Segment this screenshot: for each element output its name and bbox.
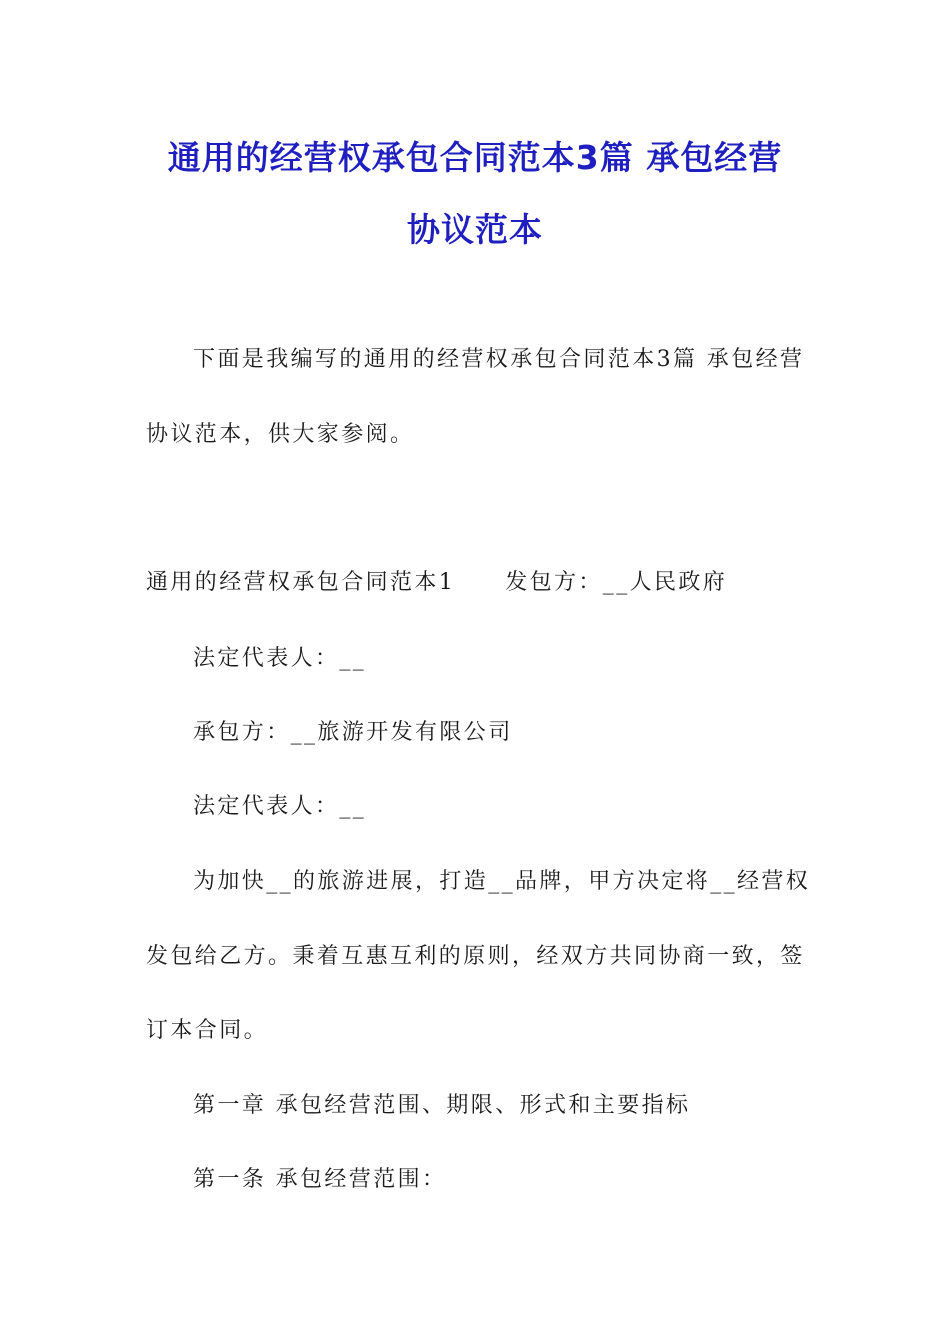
document-title-line-2: 协议范本 xyxy=(407,210,543,249)
chapter-1-heading: 第一章 承包经营范围、期限、形式和主要指标 xyxy=(193,1093,691,1118)
party-a-label: 发包方：__人民政府 xyxy=(505,570,728,595)
document-title-line-1: 通用的经营权承包合同范本3篇 承包经营 xyxy=(167,138,783,177)
section-1-heading: 通用的经营权承包合同范本1 xyxy=(146,570,456,595)
party-b-representative: 法定代表人：__ xyxy=(193,794,367,819)
party-b-label: 承包方：__旅游开发有限公司 xyxy=(193,720,513,745)
section-heading-row xyxy=(146,568,727,598)
purpose-line-1: 为加快__的旅游进展，打造__品牌，甲方决定将__经营权 xyxy=(193,869,811,894)
article-1-heading: 第一条 承包经营范围： xyxy=(193,1167,447,1192)
purpose-line-3: 订本合同。 xyxy=(146,1018,269,1043)
intro-line-1: 下面是我编写的通用的经营权承包合同范本3篇 承包经营 xyxy=(193,347,805,372)
purpose-line-2: 发包给乙方。秉着互惠互利的原则，经双方共同协商一致，签 xyxy=(146,944,805,969)
party-a-representative: 法定代表人：__ xyxy=(193,646,367,671)
intro-line-2: 协议范本，供大家参阅。 xyxy=(146,422,415,447)
